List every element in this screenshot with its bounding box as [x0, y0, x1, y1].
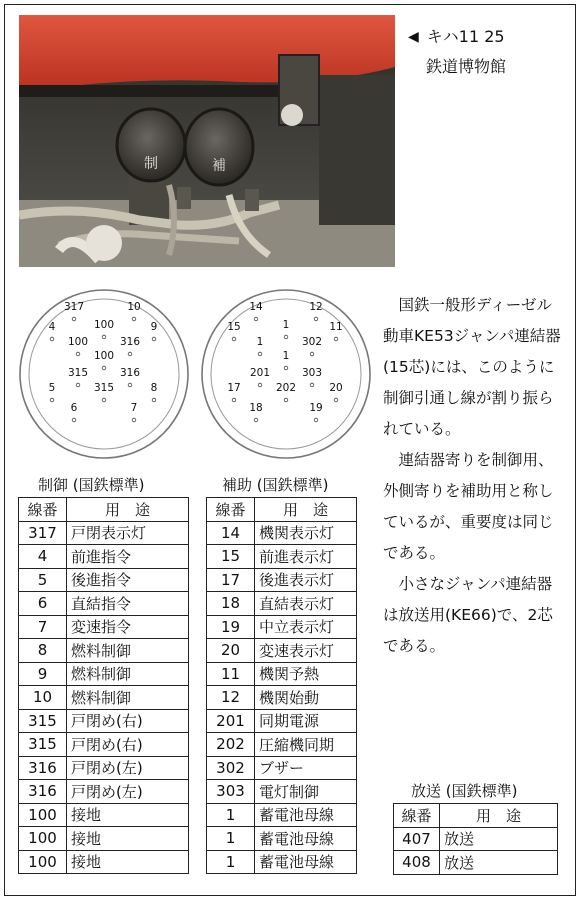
wire-number-cell: 8 — [19, 639, 67, 663]
control-pin-hole — [102, 335, 106, 339]
control-pin-label: 9 — [150, 321, 158, 333]
wire-number-cell: 1 — [207, 803, 255, 827]
pin-diagram-control — [18, 288, 190, 460]
wire-use-cell: 後進表示灯 — [255, 568, 357, 592]
wire-number-cell: 100 — [19, 850, 67, 874]
auxiliary-pin-label: 14 — [249, 301, 263, 313]
wire-number-cell: 202 — [207, 733, 255, 757]
auxiliary-pin-label: 201 — [249, 367, 271, 379]
auxiliary-table-title: 補助 (国鉄標準) — [222, 476, 329, 494]
control-pin-hole — [76, 383, 80, 387]
auxiliary-pin-hole — [254, 418, 258, 422]
table-row — [207, 615, 357, 639]
wire-use-cell: 放送 — [440, 827, 558, 851]
table-row — [19, 803, 189, 827]
auxiliary-pin-hole — [254, 317, 258, 321]
description-text — [383, 290, 563, 662]
wire-number-cell: 408 — [394, 851, 440, 875]
control-pin-label: 316 — [119, 367, 141, 379]
auxiliary-pin-hole — [310, 383, 314, 387]
wire-number-cell: 407 — [394, 827, 440, 851]
auxiliary-pin-hole — [314, 317, 318, 321]
control-pin-label: 8 — [150, 382, 158, 394]
control-pin-hole — [132, 418, 136, 422]
auxiliary-pin-hole — [334, 337, 338, 341]
pin-diagram-auxiliary — [200, 288, 372, 460]
auxiliary-pin-hole — [334, 398, 338, 402]
control-pin-hole — [128, 352, 132, 356]
table-row — [19, 709, 189, 733]
wire-use-cell: 同期電源 — [255, 709, 357, 733]
control-pin-label: 100 — [93, 350, 115, 362]
auxiliary-pin-label: 20 — [329, 382, 343, 394]
col-header-use: 用 途 — [67, 498, 189, 522]
wire-number-cell: 7 — [19, 615, 67, 639]
auxiliary-pin-hole — [258, 352, 262, 356]
socket-label-control: 制 — [144, 156, 158, 172]
table-row — [207, 709, 357, 733]
wire-number-cell: 315 — [19, 733, 67, 757]
table-row — [207, 639, 357, 663]
wire-number-cell: 100 — [19, 827, 67, 851]
control-pin-label: 10 — [127, 301, 141, 313]
wire-use-cell: 前進指令 — [67, 545, 189, 569]
table-row — [207, 827, 357, 851]
table-row — [19, 545, 189, 569]
auxiliary-table — [206, 497, 357, 874]
table-row — [19, 592, 189, 616]
auxiliary-pin-label: 18 — [249, 402, 263, 414]
table-header-row — [207, 498, 357, 522]
broadcast-table — [393, 803, 558, 875]
wire-number-cell: 315 — [19, 709, 67, 733]
table-header-row — [394, 804, 558, 828]
col-header-use: 用 途 — [440, 804, 558, 828]
table-row — [19, 639, 189, 663]
wire-use-cell: 戸閉め(左) — [67, 780, 189, 804]
table-row — [19, 756, 189, 780]
wire-use-cell: 放送 — [440, 851, 558, 875]
auxiliary-pin-label: 1 — [256, 336, 264, 348]
wire-use-cell: 電灯制御 — [255, 780, 357, 804]
auxiliary-pin-label: 19 — [309, 402, 323, 414]
control-pin-label: 6 — [70, 402, 78, 414]
caption-subtitle: 鉄道博物館 — [426, 57, 507, 76]
control-pin-hole — [132, 317, 136, 321]
wire-use-cell: 直結指令 — [67, 592, 189, 616]
control-pin-hole — [50, 398, 54, 402]
auxiliary-pin-label: 1 — [282, 350, 290, 362]
control-table — [18, 497, 189, 874]
control-pin-hole — [72, 418, 76, 422]
wire-number-cell: 19 — [207, 615, 255, 639]
control-pin-hole — [102, 398, 106, 402]
wire-use-cell: 戸閉め(左) — [67, 756, 189, 780]
table-row — [394, 827, 558, 851]
wire-use-cell: 後進指令 — [67, 568, 189, 592]
wire-use-cell: 前進表示灯 — [255, 545, 357, 569]
socket-label-auxiliary: 補 — [212, 158, 226, 174]
auxiliary-pin-label: 17 — [227, 382, 241, 394]
col-header-number: 線番 — [19, 498, 67, 522]
control-pin-label: 100 — [93, 319, 115, 331]
col-header-number: 線番 — [394, 804, 440, 828]
control-pin-label: 315 — [93, 382, 115, 394]
wire-number-cell: 316 — [19, 756, 67, 780]
col-header-number: 線番 — [207, 498, 255, 522]
control-pin-hole — [152, 337, 156, 341]
control-pin-hole — [128, 383, 132, 387]
control-pin-label: 4 — [48, 321, 56, 333]
wire-number-cell: 100 — [19, 803, 67, 827]
railcar-photo — [19, 15, 395, 267]
table-header-row — [19, 498, 189, 522]
wire-use-cell: 蓄電池母線 — [255, 827, 357, 851]
wire-number-cell: 316 — [19, 780, 67, 804]
wire-use-cell: 中立表示灯 — [255, 615, 357, 639]
control-pin-label: 7 — [130, 402, 138, 414]
wire-use-cell: 戸閉め(右) — [67, 709, 189, 733]
table-row — [207, 686, 357, 710]
table-row — [207, 592, 357, 616]
table-row — [207, 568, 357, 592]
control-pin-label: 315 — [67, 367, 89, 379]
wire-number-cell: 303 — [207, 780, 255, 804]
wire-number-cell: 1 — [207, 850, 255, 874]
control-pin-hole — [72, 317, 76, 321]
auxiliary-pin-hole — [232, 398, 236, 402]
wire-number-cell: 20 — [207, 639, 255, 663]
control-pin-label: 317 — [63, 301, 85, 313]
connector-outer-ring — [20, 290, 188, 458]
control-pin-hole — [152, 398, 156, 402]
control-pin-label: 5 — [48, 382, 56, 394]
wire-number-cell: 12 — [207, 686, 255, 710]
table-row — [19, 780, 189, 804]
table-row — [207, 733, 357, 757]
wire-number-cell: 17 — [207, 568, 255, 592]
connector-outer-ring — [202, 290, 370, 458]
auxiliary-pin-hole — [232, 337, 236, 341]
wire-use-cell: 燃料制御 — [67, 639, 189, 663]
auxiliary-pin-label: 1 — [282, 319, 290, 331]
table-row — [207, 662, 357, 686]
table-row — [19, 733, 189, 757]
wire-use-cell: 戸閉め(右) — [67, 733, 189, 757]
auxiliary-pin-hole — [258, 383, 262, 387]
wire-number-cell: 15 — [207, 545, 255, 569]
auxiliary-pin-label: 11 — [329, 321, 343, 333]
broadcast-table-title: 放送 (国鉄標準) — [411, 782, 518, 800]
wire-number-cell: 317 — [19, 521, 67, 545]
wire-number-cell: 5 — [19, 568, 67, 592]
wire-use-cell: 変速表示灯 — [255, 639, 357, 663]
table-row — [19, 662, 189, 686]
caption-title: キハ11 25 — [426, 27, 505, 46]
wire-number-cell: 1 — [207, 827, 255, 851]
wire-number-cell: 18 — [207, 592, 255, 616]
table-row — [207, 780, 357, 804]
auxiliary-pin-label: 202 — [275, 382, 297, 394]
wire-use-cell: 蓄電池母線 — [255, 803, 357, 827]
wire-use-cell: 燃料制御 — [67, 686, 189, 710]
auxiliary-pin-label: 303 — [301, 367, 323, 379]
control-pin-label: 316 — [119, 336, 141, 348]
table-row — [19, 521, 189, 545]
table-row — [207, 803, 357, 827]
wire-number-cell: 11 — [207, 662, 255, 686]
table-row — [19, 568, 189, 592]
wire-number-cell: 10 — [19, 686, 67, 710]
description-paragraph: 国鉄一般形ディーゼル動車KE53ジャンパ連結器(15芯)には、このように制御引通し線が割り振られている。 — [383, 296, 561, 438]
pointer-left-icon: ◀ — [408, 29, 419, 45]
auxiliary-pin-label: 12 — [309, 301, 323, 313]
wire-use-cell: 直結表示灯 — [255, 592, 357, 616]
auxiliary-pin-label: 302 — [301, 336, 323, 348]
wire-use-cell: 機関表示灯 — [255, 521, 357, 545]
auxiliary-pin-hole — [310, 352, 314, 356]
wire-use-cell: ブザー — [255, 756, 357, 780]
table-row — [207, 756, 357, 780]
wire-number-cell: 4 — [19, 545, 67, 569]
wire-use-cell: 機関始動 — [255, 686, 357, 710]
table-row — [394, 851, 558, 875]
wire-use-cell: 蓄電池母線 — [255, 850, 357, 874]
description-paragraph: 小さなジャンパ連結器は放送用(KE66)で、2芯である。 — [383, 575, 553, 655]
table-row — [19, 686, 189, 710]
table-row — [207, 521, 357, 545]
wire-use-cell: 機関予熱 — [255, 662, 357, 686]
control-pin-hole — [76, 352, 80, 356]
control-pin-hole — [50, 337, 54, 341]
table-row — [19, 850, 189, 874]
table-row — [207, 545, 357, 569]
auxiliary-pin-hole — [284, 398, 288, 402]
wire-use-cell: 圧縮機同期 — [255, 733, 357, 757]
control-pin-hole — [102, 366, 106, 370]
control-table-title: 制御 (国鉄標準) — [38, 476, 145, 494]
wire-number-cell: 302 — [207, 756, 255, 780]
wire-number-cell: 9 — [19, 662, 67, 686]
wire-use-cell: 戸閉表示灯 — [67, 521, 189, 545]
auxiliary-pin-hole — [314, 418, 318, 422]
table-row — [207, 850, 357, 874]
wire-use-cell: 接地 — [67, 850, 189, 874]
wire-number-cell: 201 — [207, 709, 255, 733]
table-row — [19, 615, 189, 639]
photo-caption — [408, 22, 506, 82]
table-row — [19, 827, 189, 851]
col-header-use: 用 途 — [255, 498, 357, 522]
auxiliary-pin-label: 15 — [227, 321, 241, 333]
auxiliary-pin-hole — [284, 335, 288, 339]
wire-number-cell: 14 — [207, 521, 255, 545]
control-pin-label: 100 — [67, 336, 89, 348]
wire-number-cell: 6 — [19, 592, 67, 616]
wire-use-cell: 燃料制御 — [67, 662, 189, 686]
wire-use-cell: 変速指令 — [67, 615, 189, 639]
auxiliary-pin-hole — [284, 366, 288, 370]
description-paragraph: 連結器寄りを制御用、外側寄りを補助用と称しているが、重要度は同じである。 — [383, 451, 554, 562]
wire-use-cell: 接地 — [67, 827, 189, 851]
wire-use-cell: 接地 — [67, 803, 189, 827]
